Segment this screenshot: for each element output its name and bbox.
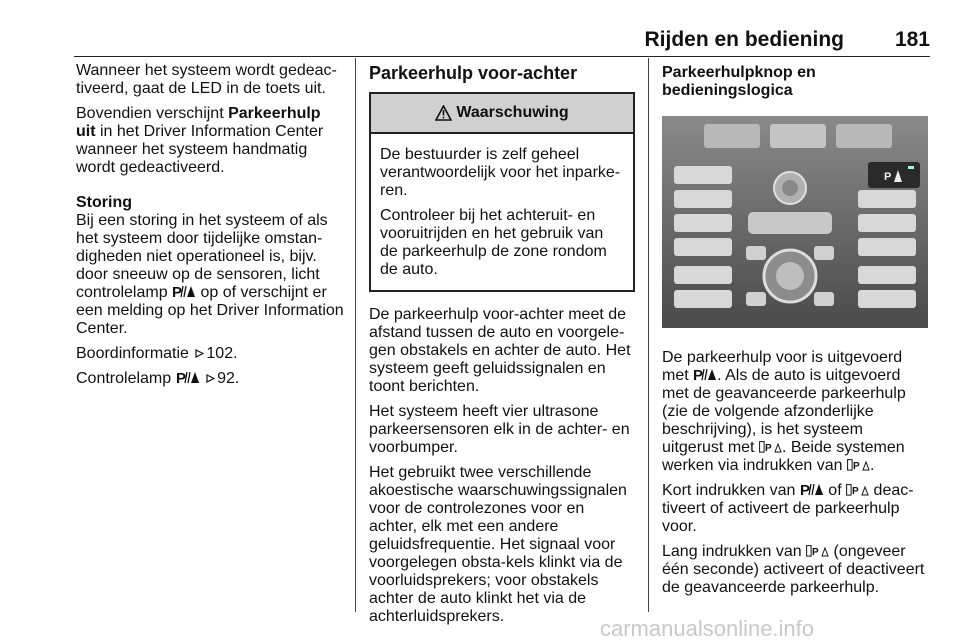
advanced-park-assist-icon	[847, 459, 870, 471]
paragraph	[76, 212, 344, 338]
text: Kort indrukken van	[662, 482, 800, 499]
cross-reference	[76, 370, 344, 388]
text: Bovendien verschijnt	[76, 105, 229, 122]
paragraph: Controleer bij het achteruit- en vooruitrijden en het gebruik van de parkeerhulp de zone rondom de auto.	[380, 207, 607, 278]
column-divider	[648, 58, 649, 612]
paragraph: Wanneer het systeem wordt gedeac-tiveerd, gaat de LED in de toets uit.	[76, 62, 337, 97]
paragraph: De bestuurder is zelf geheel verantwoordelijk voor het inparke-ren.	[380, 146, 621, 199]
page-number: 181	[894, 28, 930, 51]
paragraph: De parkeerhulp voor-achter meet de afstand tussen de auto en voorgele-gen obstakels en achter de auto. Het systeem geeft geluidssignalen en toont berichten.	[369, 306, 631, 395]
text: in het Driver Information Center wanneer het systeem handmatig wordt gedeactiveerd.	[76, 123, 324, 176]
page-title: Rijden en bediening	[644, 28, 844, 51]
text: . Beide systemen werken via indrukken van	[662, 439, 905, 474]
advanced-park-assist-icon	[806, 545, 829, 557]
paragraph	[662, 349, 928, 475]
text: Lang indrukken van	[662, 543, 807, 560]
paragraph	[76, 105, 344, 177]
paragraph	[662, 543, 928, 597]
display-message: Parkeerhulp uit	[76, 105, 321, 140]
page-header	[74, 28, 930, 56]
advanced-park-assist-icon	[846, 484, 869, 496]
page-reference: 92.	[217, 370, 240, 387]
warning-triangle-icon	[435, 105, 452, 121]
text: (ongeveer één seconde) activeert of deactiveert de geavanceerde parkeerhulp.	[662, 543, 925, 596]
park-assist-icon	[176, 370, 200, 385]
section-heading: Parkeerhulp voor-achter	[369, 63, 578, 83]
park-assist-icon	[800, 482, 824, 497]
header-rule	[74, 56, 930, 57]
reference-arrow-icon	[206, 374, 215, 383]
text: . Als de auto is uitgevoerd met de geavanceerde parkeerhulp (zie de volgende afzonderlijke beschrijving), is het systeem uitgerust met	[662, 367, 906, 456]
paragraph	[662, 482, 928, 536]
paragraph: Het gebruikt twee verschillende akoestische waarschuwingssignalen voor de controlezones voor en achter, elk met een andere geluidsfrequentie. Het signaal voor voorgelegen obsta-kels klinkt via de voorluidsprekers; voor obstakels achter de auto klinkt het via de achterluidsprekers.	[369, 464, 627, 625]
column-1	[76, 62, 344, 395]
section-heading: Parkeerhulpknop en bedieningslogica	[662, 64, 816, 99]
warning-header	[371, 94, 633, 134]
text: deac-tiveert of activeert de parkeerhulp voor.	[662, 482, 914, 535]
column-2	[369, 62, 635, 633]
text: .	[869, 457, 875, 474]
control-panel-photo	[662, 116, 928, 328]
watermark: carmanualsonline.info	[600, 616, 815, 641]
column-3	[662, 62, 928, 604]
text: of	[823, 482, 847, 499]
svg-text:P: P	[884, 171, 892, 183]
text: De parkeerhulp voor is uitgevoerd met	[662, 349, 903, 384]
text: op of verschijnt er een melding op het Driver Information Center.	[76, 284, 344, 337]
cross-reference	[76, 345, 344, 363]
park-assist-icon	[172, 284, 196, 299]
paragraph: Het systeem heeft vier ultrasone parkeersensoren elk in de achter- en voorbumper.	[369, 403, 630, 456]
warning-body	[371, 134, 633, 290]
column-divider	[355, 58, 356, 612]
warning-box	[369, 92, 635, 292]
page-reference: 102.	[206, 345, 238, 362]
reference-arrow-icon	[195, 349, 204, 358]
text: Bij een storing in het systeem of als het systeem door tijdelijke omstan-digheden niet operationeel is, bijv. door sneeuw op de sensoren, licht controlelamp	[76, 212, 328, 301]
advanced-park-assist-icon	[759, 441, 782, 453]
text: Controlelamp	[76, 370, 172, 387]
park-assist-icon	[693, 367, 717, 382]
warning-title: Waarschuwing	[456, 104, 569, 121]
section-heading: Storing	[76, 194, 132, 211]
text: Boordinformatie	[76, 345, 189, 362]
